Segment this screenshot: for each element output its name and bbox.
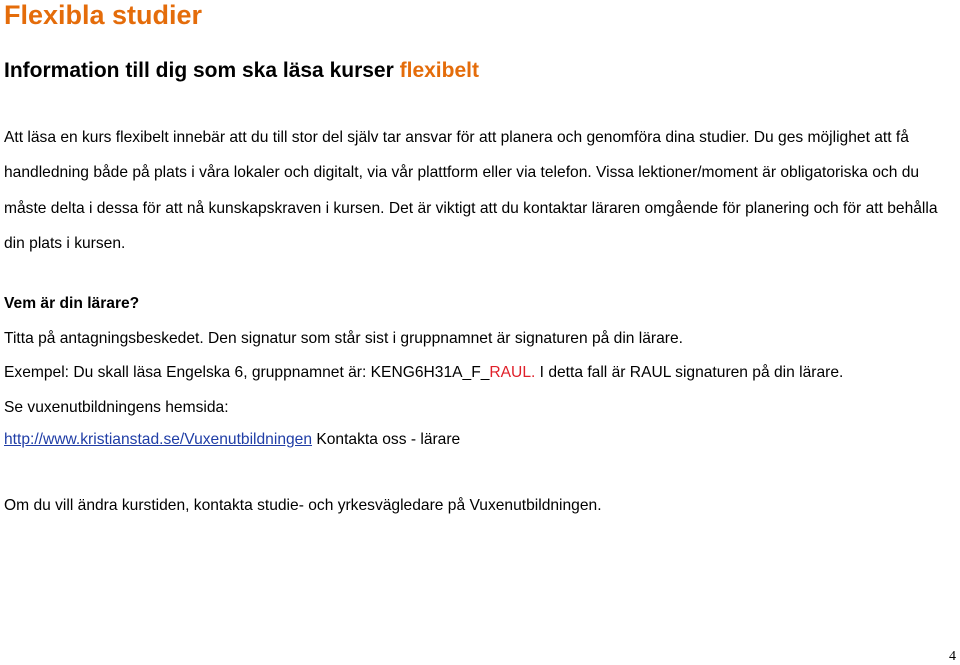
page-title: Flexibla studier (4, 0, 203, 30)
example-prefix: Exempel: Du skall läsa Engelska 6, gruppnamnet är: KENG6H31A_F_ (4, 364, 490, 381)
teacher-heading: Vem är din lärare? (4, 295, 140, 312)
example-signature: RAUL. (489, 364, 536, 381)
website-line (4, 428, 956, 451)
intro-part-1: Att läsa en kurs flexibelt innebär att du till stor del själv tar ansvar för att planera och genomföra dina studier. Du ges möjlighet att få handledning både på plats i våra lokaler och digitalt, via vår plattform eller via telefon. (4, 129, 909, 182)
change-course-note: Om du vill ändra kurstiden, kontakta studie- och yrkesvägledare på Vuxenutbildningen. (4, 497, 602, 514)
page-subtitle (4, 57, 479, 85)
vuxenutbildningen-link[interactable]: http://www.kristianstad.se/Vuxenutbildningen (4, 431, 313, 448)
intro-paragraph (4, 120, 956, 262)
subtitle-accent: flexibelt (399, 59, 479, 82)
intro-part-2: Vissa lektioner/moment är obligatoriska och du måste delta i dessa för att nå kunskapskraven i kursen. Det är viktigt att du kontaktar läraren omgående för planering och för att behålla din plats i kursen. (4, 164, 938, 253)
page-number: 4 (949, 649, 956, 664)
subtitle-prefix: Information till dig som ska läsa kurser (4, 59, 400, 82)
teacher-example (4, 361, 956, 384)
website-label: Se vuxenutbildningens hemsida: (4, 399, 229, 416)
link-suffix: Kontakta oss - lärare (312, 431, 461, 448)
example-suffix: I detta fall är RAUL signaturen på din lärare. (535, 364, 844, 381)
teacher-check-instruction: Titta på antagningsbeskedet. Den signatur som står sist i gruppnamnet är signaturen på din lärare. (4, 330, 683, 347)
